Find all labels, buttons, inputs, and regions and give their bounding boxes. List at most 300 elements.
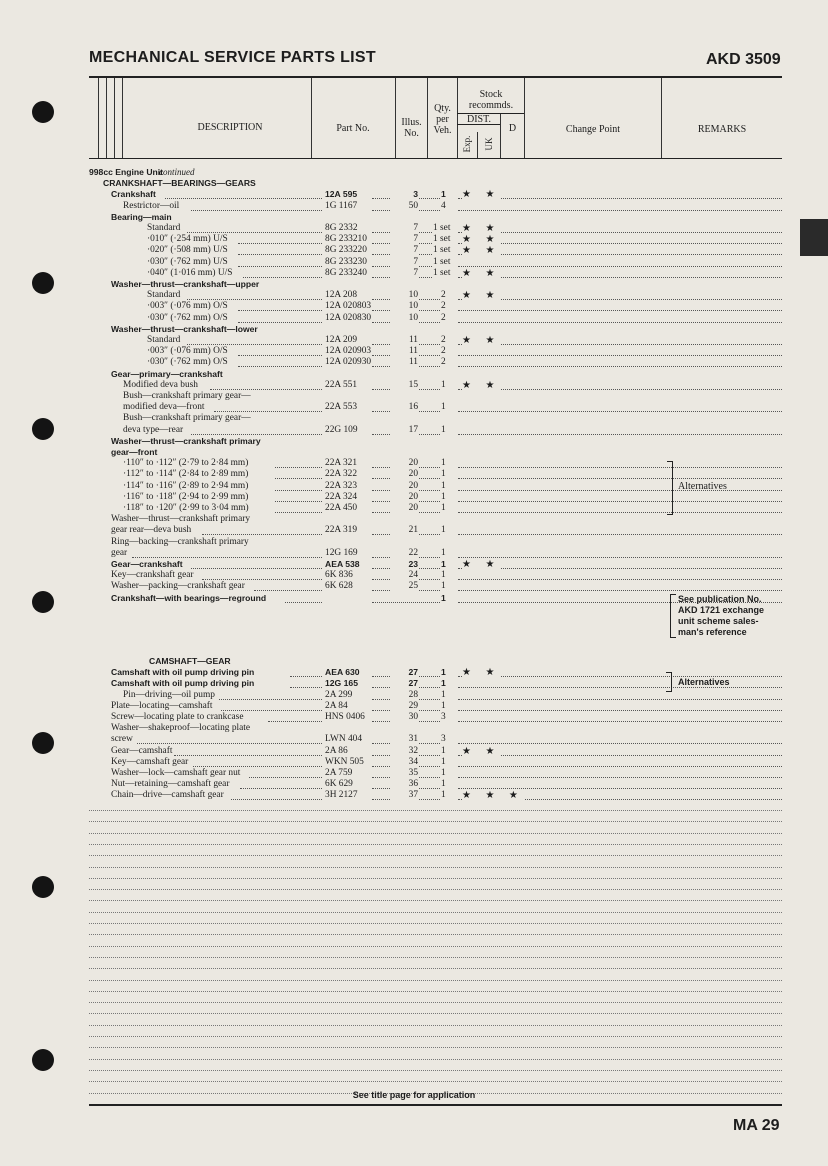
row-part-number: 8G 233220 (325, 245, 367, 256)
row-quantity: 1 (441, 592, 446, 603)
row-part-number: 6K 629 (325, 779, 353, 790)
row-description: 998cc Engine Unit (89, 167, 164, 177)
blank-ruled-line (89, 889, 782, 890)
leader-dots (238, 243, 322, 244)
col-qty-3: Veh. (433, 125, 452, 136)
row-description: Nut—retaining—camshaft gear (111, 779, 230, 790)
row-quantity: 1 (441, 547, 446, 558)
leader-dots (187, 344, 322, 345)
row-part-number: 22A 553 (325, 402, 358, 413)
table-row (0, 790, 828, 801)
row-part-number: 12G 165 (325, 678, 358, 689)
blank-ruled-line (89, 991, 782, 992)
table-row (0, 189, 828, 200)
row-illus-number: 20 (390, 469, 418, 480)
column-divider (98, 78, 99, 158)
row-description: Plate—locating—camshaft (111, 700, 213, 711)
leader-dots (219, 699, 322, 700)
table-row (0, 570, 828, 581)
blank-ruled-line (89, 833, 782, 834)
row-part-number: 12A 020903 (325, 346, 372, 357)
row-description: Standard (147, 290, 181, 301)
row-description: Screw—locating plate to crankcase (111, 712, 244, 722)
row-part-number: 2A 299 (325, 689, 353, 700)
row-part-number: 12A 020803 (325, 301, 372, 312)
row-description: Bearing—main (111, 211, 172, 222)
row-description: Bush—crankshaft primary gear— (123, 413, 251, 424)
row-part-number: 12A 595 (325, 189, 358, 200)
remark-alternatives: Alternatives (678, 481, 727, 492)
row-part-number: 6K 628 (325, 581, 353, 592)
row-quantity: 1 (441, 570, 446, 581)
row-description: Ring—backing—crankshaft primary (111, 536, 249, 547)
row-quantity: 1 (441, 745, 446, 756)
footer-rule (89, 1104, 782, 1106)
row-description: Crankshaft—with bearings—reground (111, 592, 267, 603)
row-description: Key—camshaft gear (111, 756, 189, 767)
footer-note: See title page for application (352, 1090, 476, 1100)
col-d: D (508, 123, 517, 134)
remark-reground-4: man's reference (678, 627, 747, 637)
leader-dots (275, 478, 322, 479)
column-divider (311, 78, 312, 158)
leader-dots (238, 266, 322, 267)
row-description: Washer—thrust—crankshaft—upper (111, 279, 260, 289)
row-stock-stars: ★ ★ (462, 245, 501, 257)
table-row (0, 548, 828, 559)
leader-dots (458, 434, 782, 435)
col-illus-2: No. (404, 128, 419, 139)
column-divider (661, 78, 662, 158)
row-part-number: 6K 836 (325, 570, 353, 581)
table-row (0, 458, 828, 469)
leader-dots (268, 721, 322, 722)
leader-dots (458, 277, 782, 278)
row-stock-stars: ★ ★ (462, 559, 501, 570)
table-row (0, 413, 828, 424)
leader-dots (458, 490, 782, 491)
col-dist: DIST. (467, 114, 491, 125)
row-description: Gear—primary—crankshaft (111, 368, 223, 379)
leader-dots (458, 243, 782, 244)
col-stock-1: Stock (479, 89, 503, 100)
row-quantity: 1 set (433, 234, 451, 245)
col-part-no: Part No. (336, 123, 370, 134)
leader-dots (210, 389, 322, 390)
leader-dots (187, 232, 322, 233)
table-row (0, 503, 828, 514)
row-part-number: 1G 1167 (325, 200, 358, 211)
row-illus-number: 35 (390, 768, 418, 779)
table-row (0, 436, 828, 447)
row-description: Washer—lock—camshaft gear nut (111, 768, 241, 778)
row-illus-number: 3 (390, 189, 418, 200)
table-row (0, 212, 828, 223)
row-illus-number: 10 (390, 290, 418, 301)
row-quantity: 2 (441, 346, 446, 357)
row-quantity: 1 (441, 480, 446, 491)
table-row (0, 779, 828, 790)
row-quantity: 1 (441, 379, 446, 390)
table-row (0, 690, 828, 701)
row-quantity: 1 (441, 491, 446, 502)
leader-dots (238, 322, 322, 323)
row-stock-stars: ★ ★ (462, 189, 501, 201)
row-description: ·118″ to ·120″ (2·99 to 3·04 mm) (123, 503, 249, 513)
table-row (0, 723, 828, 734)
row-quantity: 1 (441, 667, 446, 678)
leader-dots (458, 198, 782, 199)
leader-dots (191, 434, 322, 435)
table-row (0, 746, 828, 757)
table-row (0, 346, 828, 357)
row-quantity: 4 (441, 200, 446, 211)
blank-ruled-line (89, 980, 782, 981)
row-quantity: 3 (441, 712, 446, 722)
header-top-rule (89, 76, 782, 78)
table-row (0, 537, 828, 548)
table-row (0, 324, 828, 335)
page-title: MECHANICAL SERVICE PARTS LIST (89, 49, 376, 66)
col-qty-2: per (436, 114, 449, 125)
leader-dots (275, 467, 322, 468)
leader-dots (458, 788, 782, 789)
row-description: ·040″ (1·016 mm) U/S (147, 267, 233, 278)
blank-ruled-line (89, 900, 782, 901)
row-stock-stars: ★ ★ (462, 379, 501, 391)
leader-dots (458, 766, 782, 767)
row-part-number: 22A 323 (325, 480, 358, 491)
table-row (0, 245, 828, 256)
leader-dots (243, 277, 322, 278)
row-quantity: 3 (441, 734, 446, 745)
row-illus-number: 11 (390, 335, 418, 346)
leader-dots (249, 777, 322, 778)
row-part-number: AEA 630 (325, 667, 360, 678)
col-uk: UK (484, 137, 494, 151)
row-part-number: 2A 84 (325, 700, 348, 711)
row-part-number: 22A 321 (325, 458, 358, 469)
leader-dots (458, 710, 782, 711)
row-illus-number: 11 (390, 357, 418, 368)
page-number: MA 29 (733, 1117, 780, 1134)
row-illus-number: 29 (390, 701, 418, 712)
row-description: screw (111, 734, 133, 745)
blank-ruled-line (89, 1059, 782, 1060)
row-stock-stars: ★ ★ ★ (462, 790, 524, 802)
row-description: gear rear—deva bush (111, 525, 192, 536)
row-description: ·030″ (·762 mm) U/S (147, 256, 228, 267)
leader-dots (458, 699, 782, 700)
leader-dots (458, 254, 782, 255)
leader-dots (458, 355, 782, 356)
leader-dots (290, 687, 322, 688)
row-part-number: 12A 208 (325, 290, 358, 301)
row-quantity: 1 set (433, 245, 451, 256)
col-change-point: Change Point (565, 124, 621, 135)
row-description: gear (111, 547, 128, 558)
table-row (0, 469, 828, 480)
row-stock-stars: ★ ★ (462, 290, 501, 302)
blank-ruled-line (89, 1047, 782, 1048)
row-illus-number: 23 (390, 559, 418, 570)
row-illus-number: 10 (390, 313, 418, 324)
leader-dots (275, 501, 322, 502)
row-quantity: 1 (441, 689, 446, 700)
column-divider (114, 78, 115, 158)
blank-ruled-line (89, 934, 782, 935)
row-description: Restrictor—oil (123, 200, 180, 211)
leader-dots (458, 676, 782, 677)
row-description: modified deva—front (123, 402, 205, 413)
blank-ruled-line (89, 878, 782, 879)
leader-dots (221, 710, 322, 711)
document-code: AKD 3509 (706, 51, 781, 68)
leader-dots (238, 310, 322, 311)
table-row (0, 734, 828, 745)
row-part-number: 12G 169 (325, 547, 358, 558)
row-description: ·114″ to ·116″ (2·89 to 2·94 mm) (123, 480, 249, 491)
row-illus-number: 7 (390, 234, 418, 245)
row-part-number: 3H 2127 (325, 790, 358, 801)
leader-dots (191, 568, 322, 569)
leader-dots (458, 743, 782, 744)
table-row (0, 768, 828, 779)
leader-dots (458, 266, 782, 267)
leader-dots (240, 788, 322, 789)
table-row (0, 201, 828, 212)
col-description: DESCRIPTION (197, 122, 263, 133)
table-row (0, 290, 828, 301)
row-quantity: 1 set (433, 256, 451, 267)
row-quantity: 1 (441, 559, 446, 569)
column-divider (122, 78, 123, 158)
leader-dots (231, 799, 323, 800)
leader-dots (458, 721, 782, 722)
row-quantity: 1 (441, 581, 446, 592)
row-part-number: 22A 551 (325, 379, 358, 390)
table-row (0, 357, 828, 368)
blank-ruled-line (89, 821, 782, 822)
table-row (0, 492, 828, 503)
row-illus-number: 7 (390, 223, 418, 234)
col-remarks: REMARKS (697, 124, 747, 135)
row-illus-number: 28 (390, 690, 418, 701)
row-quantity: 1 (441, 189, 446, 200)
blank-ruled-line (89, 1013, 782, 1014)
leader-dots (191, 210, 322, 211)
column-divider (500, 114, 501, 158)
leader-dots (458, 310, 782, 311)
row-part-number: 22A 450 (325, 503, 358, 513)
binder-hole (32, 101, 54, 123)
leader-dots (275, 490, 322, 491)
reground-bracket (670, 594, 676, 638)
row-illus-number: 24 (390, 570, 418, 581)
row-stock-stars: ★ ★ (462, 335, 501, 346)
table-row (0, 581, 828, 592)
column-divider (524, 78, 525, 158)
blank-ruled-line (89, 810, 782, 811)
row-description: Washer—thrust—crankshaft primary (111, 435, 261, 446)
row-description: Washer—shakeproof—locating plate (111, 723, 251, 734)
row-illus-number: 11 (390, 346, 418, 357)
row-description: Washer—thrust—crankshaft primary (111, 514, 251, 525)
row-illus-number: 32 (390, 746, 418, 757)
row-quantity: 1 (441, 700, 446, 711)
row-illus-number: 20 (390, 481, 418, 492)
row-quantity: 2 (441, 290, 446, 301)
header-bottom-rule (89, 158, 782, 159)
table-row (0, 757, 828, 768)
row-description: ·112″ to ·114″ (2·84 to 2·89 mm) (123, 469, 249, 480)
table-row (0, 313, 828, 324)
leader-dots (458, 590, 782, 591)
blank-ruled-line (89, 844, 782, 845)
leader-dots (458, 568, 782, 569)
row-quantity: 1 (441, 790, 446, 801)
leader-dots (458, 478, 782, 479)
row-illus-number: 22 (390, 548, 418, 559)
table-row (0, 335, 828, 346)
row-description: ·003″ (·076 mm) O/S (147, 346, 228, 357)
leader-dots (458, 534, 782, 535)
row-part-number: 22G 109 (325, 424, 358, 435)
leader-dots (275, 512, 322, 513)
table-row (0, 712, 828, 723)
row-illus-number: 15 (390, 380, 418, 391)
leader-dots (458, 389, 782, 390)
row-quantity: 1 (441, 756, 446, 767)
row-description: Key—crankshaft gear (111, 570, 194, 581)
row-quantity: 1 (441, 402, 446, 413)
row-part-number: 22A 319 (325, 525, 358, 536)
table-row (0, 514, 828, 525)
row-description: Standard (147, 223, 181, 233)
row-illus-number: 20 (390, 458, 418, 469)
leader-dots (458, 777, 782, 778)
table-row (0, 234, 828, 245)
row-illus-number: 20 (390, 492, 418, 503)
col-exp: Exp. (462, 135, 472, 153)
row-illus-number: 20 (390, 503, 418, 514)
blank-ruled-line (89, 1002, 782, 1003)
remark-reground-2: AKD 1721 exchange (678, 605, 765, 615)
row-description: Chain—drive—camshaft gear (111, 790, 224, 801)
leader-dots (458, 299, 782, 300)
table-row (0, 559, 828, 570)
leader-dots (238, 254, 322, 255)
row-description: Modified deva bush (123, 379, 198, 390)
row-part-number: 12A 209 (325, 335, 358, 345)
row-illus-number: 31 (390, 734, 418, 745)
row-description-suffix: continued (159, 167, 195, 177)
leader-dots (132, 557, 322, 558)
row-illus-number: 21 (390, 525, 418, 536)
blank-ruled-line (89, 957, 782, 958)
row-illus-number: 36 (390, 779, 418, 790)
row-description: ·116″ to ·118″ (2·94 to 2·99 mm) (123, 491, 249, 502)
row-quantity: 2 (441, 301, 446, 312)
table-row (0, 402, 828, 413)
table-row (0, 656, 828, 667)
col-illus-1: Illus. (401, 117, 422, 128)
row-stock-stars: ★ ★ (462, 267, 501, 279)
row-part-number: LWN 404 (325, 734, 363, 745)
row-description: Camshaft with oil pump driving pin (111, 667, 255, 678)
binder-hole (32, 876, 54, 898)
leader-dots (372, 602, 444, 603)
row-quantity: 2 (441, 312, 446, 323)
row-description: Standard (147, 335, 181, 345)
row-description: Crankshaft (111, 189, 156, 200)
table-row (0, 391, 828, 402)
binder-hole (32, 1049, 54, 1071)
row-description: CAMSHAFT—GEAR (149, 656, 231, 666)
row-part-number: 8G 2332 (325, 223, 358, 233)
row-description: deva type—rear (123, 424, 184, 435)
row-illus-number: 7 (390, 268, 418, 279)
row-quantity: 1 set (433, 267, 451, 278)
row-description: Camshaft with oil pump driving pin (111, 678, 255, 689)
table-row (0, 447, 828, 458)
leader-dots (238, 366, 322, 367)
row-stock-stars: ★ ★ (462, 667, 501, 679)
leader-dots (458, 467, 782, 468)
row-quantity: 1 (441, 469, 446, 480)
remark-reground-1: See publication No. (678, 594, 762, 604)
row-description: CRANKSHAFT—BEARINGS—GEARS (103, 178, 256, 189)
leader-dots (458, 579, 782, 580)
row-part-number: 22A 324 (325, 491, 358, 502)
leader-dots (458, 322, 782, 323)
table-row (0, 167, 828, 178)
alternatives-bracket (667, 461, 673, 515)
row-description: Bush—crankshaft primary gear— (123, 391, 251, 401)
row-illus-number: 10 (390, 301, 418, 312)
leader-dots (285, 602, 322, 603)
leader-dots (458, 210, 782, 211)
row-illus-number: 34 (390, 757, 418, 768)
row-illus-number: 27 (390, 678, 418, 689)
leader-dots (202, 534, 322, 535)
table-row (0, 525, 828, 536)
blank-ruled-line (89, 1070, 782, 1071)
row-part-number: 8G 233240 (325, 267, 367, 278)
row-quantity: 1 (441, 768, 446, 778)
row-part-number: 2A 86 (325, 745, 348, 756)
table-row (0, 301, 828, 312)
blank-ruled-line (89, 1025, 782, 1026)
row-part-number: 8G 233210 (325, 234, 367, 245)
row-description: Washer—packing—crankshaft gear (111, 581, 245, 592)
row-description: ·030″ (·762 mm) O/S (147, 357, 228, 368)
table-row (0, 257, 828, 268)
column-divider (477, 132, 478, 158)
leader-dots (458, 344, 782, 345)
row-quantity: 1 (441, 503, 446, 513)
table-row (0, 380, 828, 391)
row-quantity: 1 (441, 678, 446, 689)
row-illus-number: 30 (390, 712, 418, 723)
alternatives-bracket-2 (666, 672, 672, 692)
blank-ruled-line (89, 1036, 782, 1037)
row-illus-number: 17 (390, 425, 418, 436)
row-description: gear—front (111, 447, 158, 457)
row-part-number: AEA 538 (325, 559, 360, 569)
blank-ruled-line (89, 946, 782, 947)
blank-ruled-line (89, 867, 782, 868)
